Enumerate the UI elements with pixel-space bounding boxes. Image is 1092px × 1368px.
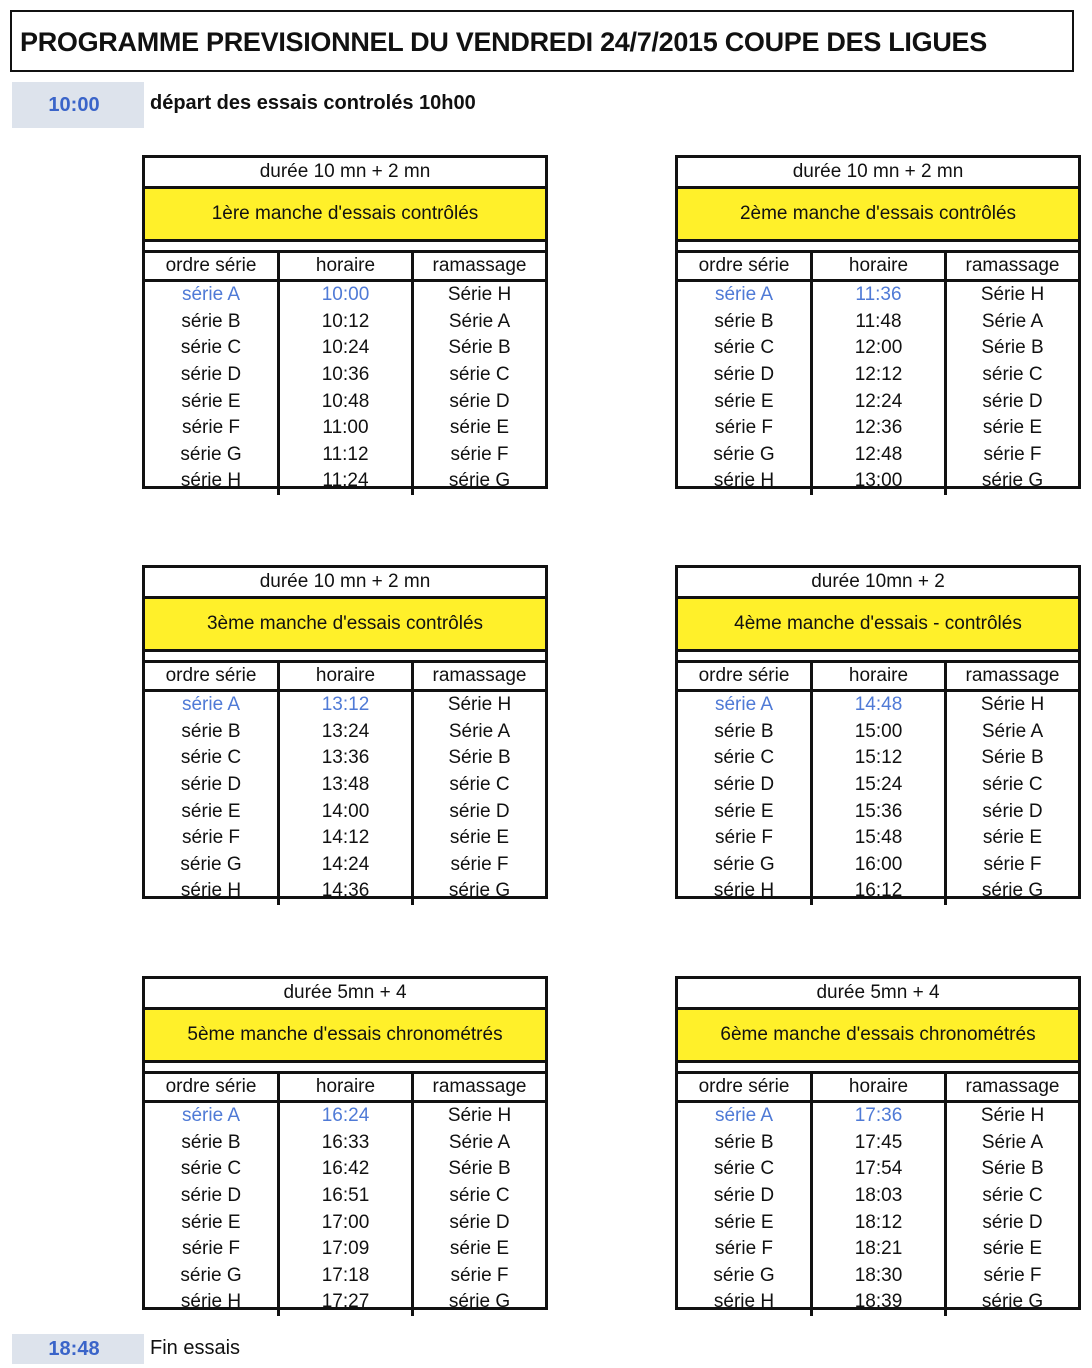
separator: [145, 242, 545, 253]
pickup-cell: série D: [946, 798, 1079, 825]
table-row: [145, 1209, 545, 1236]
time-cell: 18:03: [812, 1183, 946, 1210]
time-cell: 17:27: [279, 1289, 413, 1316]
table-row: [678, 309, 1078, 336]
serie-order-cell: série A: [181, 694, 241, 716]
manche-title: 1ère manche d'essais contrôlés: [145, 189, 545, 242]
pickup-cell: Série A: [946, 1130, 1079, 1157]
pickup-cell: série E: [413, 825, 546, 852]
table-row: [678, 362, 1078, 389]
serie-order-cell: série B: [714, 1131, 774, 1153]
time-cell: 16:51: [279, 1183, 413, 1210]
serie-order-cell: série G: [180, 853, 242, 875]
column-header-time: horaire: [812, 253, 946, 281]
pickup-cell: série E: [946, 415, 1079, 442]
separator: [678, 1063, 1078, 1074]
time-cell: 16:33: [279, 1130, 413, 1157]
pickup-cell: série C: [946, 362, 1079, 389]
serie-order-cell: série F: [714, 417, 774, 439]
table-row: [678, 1236, 1078, 1263]
serie-order-cell: série B: [181, 1131, 241, 1153]
pickup-cell: série D: [946, 388, 1079, 415]
serie-order-cell: série F: [181, 1238, 241, 1260]
time-cell: 14:12: [279, 825, 413, 852]
time-cell: 14:24: [279, 852, 413, 879]
column-header-time: horaire: [812, 1074, 946, 1102]
table-row: [678, 442, 1078, 469]
start-time-badge: 10:00: [12, 82, 144, 128]
serie-order-cell: série D: [713, 1185, 775, 1207]
time-cell: 16:12: [812, 878, 946, 905]
table-row: [145, 691, 545, 719]
pickup-cell: Série H: [946, 1102, 1079, 1130]
serie-order-cell: série H: [180, 1291, 242, 1313]
table-row: [678, 745, 1078, 772]
serie-order-cell: série C: [713, 337, 775, 359]
table-row: [678, 1156, 1078, 1183]
pickup-cell: Série H: [946, 691, 1079, 719]
pickup-cell: série D: [413, 1209, 546, 1236]
serie-order-cell: série C: [713, 747, 775, 769]
pickup-cell: série C: [413, 1183, 546, 1210]
time-cell: 13:00: [812, 468, 946, 495]
pickup-cell: Série A: [413, 309, 546, 336]
time-cell: 11:12: [279, 442, 413, 469]
manche-title: 2ème manche d'essais contrôlés: [678, 189, 1078, 242]
serie-order-cell: série H: [713, 880, 775, 902]
table-row: [678, 772, 1078, 799]
pickup-cell: série D: [946, 1209, 1079, 1236]
column-header-order: ordre série: [678, 1074, 812, 1102]
table-row: [678, 281, 1078, 309]
pickup-cell: Série B: [946, 1156, 1079, 1183]
table-row: [678, 1209, 1078, 1236]
time-cell: 11:24: [279, 468, 413, 495]
table-row: [678, 1263, 1078, 1290]
schedule-table: [145, 253, 545, 495]
table-row: [145, 1156, 545, 1183]
manche-block-5: [142, 976, 548, 1313]
column-header-order: ordre série: [145, 253, 279, 281]
serie-order-cell: série H: [713, 470, 775, 492]
header-row: [678, 1074, 1078, 1102]
time-cell: 10:12: [279, 309, 413, 336]
table-row: [678, 798, 1078, 825]
manche-title: 4ème manche d'essais - contrôlés: [678, 599, 1078, 652]
table-row: [145, 1130, 545, 1157]
end-time-badge: 18:48: [12, 1334, 144, 1364]
pickup-cell: série E: [413, 415, 546, 442]
table-row: [145, 415, 545, 442]
table-row: [145, 798, 545, 825]
serie-order-cell: série D: [180, 364, 242, 386]
column-header-order: ordre série: [145, 1074, 279, 1102]
column-header-time: horaire: [279, 663, 413, 691]
pickup-cell: Série B: [413, 1156, 546, 1183]
table-row: [145, 719, 545, 746]
serie-order-cell: série C: [713, 1158, 775, 1180]
time-cell: 12:48: [812, 442, 946, 469]
pickup-cell: série F: [946, 852, 1079, 879]
time-cell: 13:48: [279, 772, 413, 799]
column-header-pickup: ramassage: [413, 253, 546, 281]
serie-order-cell: série B: [181, 310, 241, 332]
header-row: [145, 663, 545, 691]
table-row: [678, 852, 1078, 879]
column-header-order: ordre série: [145, 663, 279, 691]
serie-order-cell: série D: [713, 774, 775, 796]
column-header-pickup: ramassage: [413, 1074, 546, 1102]
pickup-cell: série G: [413, 1289, 546, 1316]
manche-block-1: [142, 155, 548, 492]
pickup-cell: Série H: [413, 1102, 546, 1130]
table-row: [145, 772, 545, 799]
time-cell: 11:00: [279, 415, 413, 442]
pickup-cell: Série A: [946, 719, 1079, 746]
pickup-cell: série G: [946, 468, 1079, 495]
pickup-cell: série C: [413, 772, 546, 799]
column-header-pickup: ramassage: [946, 1074, 1079, 1102]
pickup-cell: Série H: [413, 281, 546, 309]
table-row: [678, 691, 1078, 719]
table-row: [145, 442, 545, 469]
time-cell: 14:00: [279, 798, 413, 825]
duration-label: durée 5mn + 4: [145, 979, 545, 1010]
pickup-cell: Série H: [946, 281, 1079, 309]
separator: [678, 242, 1078, 253]
time-cell: 13:24: [279, 719, 413, 746]
table-row: [145, 1263, 545, 1290]
time-cell: 16:24: [279, 1102, 413, 1130]
serie-order-cell: série E: [714, 390, 774, 412]
duration-label: durée 5mn + 4: [678, 979, 1078, 1010]
table-row: [678, 825, 1078, 852]
pickup-cell: série F: [413, 1263, 546, 1290]
table-row: [145, 825, 545, 852]
table-row: [145, 1236, 545, 1263]
table-row: [678, 1289, 1078, 1316]
end-label: Fin essais: [150, 1337, 241, 1359]
table-row: [145, 281, 545, 309]
time-cell: 14:48: [812, 691, 946, 719]
separator: [678, 652, 1078, 663]
pickup-cell: série F: [946, 1263, 1079, 1290]
pickup-cell: série C: [413, 362, 546, 389]
table-row: [145, 852, 545, 879]
time-cell: 18:30: [812, 1263, 946, 1290]
duration-label: durée 10 mn + 2 mn: [145, 568, 545, 599]
pickup-cell: série G: [413, 878, 546, 905]
time-cell: 13:12: [279, 691, 413, 719]
start-label: départ des essais controlés 10h00: [150, 92, 476, 114]
serie-order-cell: série A: [714, 1105, 774, 1127]
time-cell: 17:36: [812, 1102, 946, 1130]
serie-order-cell: série G: [713, 853, 775, 875]
duration-label: durée 10 mn + 2 mn: [678, 158, 1078, 189]
schedule-table: [678, 253, 1078, 495]
schedule-table: [145, 1074, 545, 1316]
time-cell: 17:45: [812, 1130, 946, 1157]
manche-block-3: [142, 565, 548, 902]
serie-order-cell: série A: [181, 1105, 241, 1127]
pickup-cell: série E: [946, 825, 1079, 852]
time-cell: 18:21: [812, 1236, 946, 1263]
time-cell: 16:42: [279, 1156, 413, 1183]
serie-order-cell: série D: [180, 1185, 242, 1207]
time-cell: 10:24: [279, 335, 413, 362]
serie-order-cell: série E: [181, 800, 241, 822]
serie-order-cell: série F: [181, 417, 241, 439]
column-header-pickup: ramassage: [413, 663, 546, 691]
header-row: [678, 663, 1078, 691]
table-row: [678, 468, 1078, 495]
time-cell: 10:36: [279, 362, 413, 389]
schedule-table: [678, 1074, 1078, 1316]
time-cell: 15:00: [812, 719, 946, 746]
serie-order-cell: série F: [714, 1238, 774, 1260]
manche-title: 6ème manche d'essais chronométrés: [678, 1010, 1078, 1063]
table-row: [678, 415, 1078, 442]
serie-order-cell: série D: [180, 774, 242, 796]
serie-order-cell: série B: [714, 720, 774, 742]
table-row: [145, 335, 545, 362]
manche-block-6: [675, 976, 1081, 1313]
pickup-cell: Série A: [413, 719, 546, 746]
header-row: [678, 253, 1078, 281]
serie-order-cell: série H: [180, 880, 242, 902]
serie-order-cell: série D: [713, 364, 775, 386]
table-row: [145, 1183, 545, 1210]
time-cell: 12:24: [812, 388, 946, 415]
time-cell: 18:39: [812, 1289, 946, 1316]
serie-order-cell: série F: [181, 827, 241, 849]
pickup-cell: série C: [946, 1183, 1079, 1210]
table-row: [145, 745, 545, 772]
table-row: [145, 362, 545, 389]
column-header-pickup: ramassage: [946, 663, 1079, 691]
column-header-order: ordre série: [678, 253, 812, 281]
pickup-cell: série E: [946, 1236, 1079, 1263]
pickup-cell: série F: [413, 442, 546, 469]
header-row: [145, 1074, 545, 1102]
time-cell: 17:54: [812, 1156, 946, 1183]
table-row: [678, 878, 1078, 905]
time-cell: 13:36: [279, 745, 413, 772]
column-header-pickup: ramassage: [946, 253, 1079, 281]
time-cell: 17:00: [279, 1209, 413, 1236]
time-cell: 10:00: [279, 281, 413, 309]
pickup-cell: série D: [413, 798, 546, 825]
serie-order-cell: série E: [181, 1211, 241, 1233]
serie-order-cell: série A: [714, 694, 774, 716]
serie-order-cell: série F: [714, 827, 774, 849]
table-row: [145, 878, 545, 905]
pickup-cell: Série A: [413, 1130, 546, 1157]
serie-order-cell: série B: [714, 310, 774, 332]
separator: [145, 652, 545, 663]
pickup-cell: Série A: [946, 309, 1079, 336]
header-row: [145, 253, 545, 281]
table-row: [678, 719, 1078, 746]
time-cell: 14:36: [279, 878, 413, 905]
column-header-time: horaire: [279, 253, 413, 281]
serie-order-cell: série E: [714, 800, 774, 822]
table-row: [678, 1130, 1078, 1157]
serie-order-cell: série C: [180, 747, 242, 769]
table-row: [678, 335, 1078, 362]
manche-block-2: [675, 155, 1081, 492]
serie-order-cell: série G: [713, 443, 775, 465]
table-row: [145, 1102, 545, 1130]
schedule-table: [678, 663, 1078, 905]
pickup-cell: série G: [413, 468, 546, 495]
time-cell: 15:48: [812, 825, 946, 852]
pickup-cell: série G: [946, 878, 1079, 905]
column-header-time: horaire: [279, 1074, 413, 1102]
table-row: [678, 388, 1078, 415]
pickup-cell: série C: [946, 772, 1079, 799]
time-cell: 12:00: [812, 335, 946, 362]
table-row: [678, 1102, 1078, 1130]
pickup-cell: série G: [946, 1289, 1079, 1316]
serie-order-cell: série A: [714, 284, 774, 306]
column-header-order: ordre série: [678, 663, 812, 691]
table-row: [145, 388, 545, 415]
pickup-cell: Série B: [413, 745, 546, 772]
time-cell: 15:24: [812, 772, 946, 799]
serie-order-cell: série E: [181, 390, 241, 412]
pickup-cell: série D: [413, 388, 546, 415]
table-row: [145, 468, 545, 495]
pickup-cell: Série B: [413, 335, 546, 362]
schedule-table: [145, 663, 545, 905]
serie-order-cell: série G: [180, 1264, 242, 1286]
time-cell: 10:48: [279, 388, 413, 415]
duration-label: durée 10mn + 2: [678, 568, 1078, 599]
serie-order-cell: série A: [181, 284, 241, 306]
manche-block-4: [675, 565, 1081, 902]
serie-order-cell: série H: [180, 470, 242, 492]
column-header-time: horaire: [812, 663, 946, 691]
duration-label: durée 10 mn + 2 mn: [145, 158, 545, 189]
pickup-cell: Série H: [413, 691, 546, 719]
time-cell: 17:09: [279, 1236, 413, 1263]
serie-order-cell: série B: [181, 720, 241, 742]
pickup-cell: Série B: [946, 335, 1079, 362]
serie-order-cell: série C: [180, 1158, 242, 1180]
time-cell: 18:12: [812, 1209, 946, 1236]
time-cell: 16:00: [812, 852, 946, 879]
time-cell: 12:12: [812, 362, 946, 389]
manche-title: 5ème manche d'essais chronométrés: [145, 1010, 545, 1063]
pickup-cell: Série B: [946, 745, 1079, 772]
time-cell: 11:36: [812, 281, 946, 309]
pickup-cell: série F: [413, 852, 546, 879]
serie-order-cell: série C: [180, 337, 242, 359]
page-title: PROGRAMME PREVISIONNEL DU VENDREDI 24/7/2015 COUPE DES LIGUES: [10, 10, 1074, 72]
table-row: [678, 1183, 1078, 1210]
time-cell: 15:12: [812, 745, 946, 772]
serie-order-cell: série G: [713, 1264, 775, 1286]
time-cell: 11:48: [812, 309, 946, 336]
time-cell: 15:36: [812, 798, 946, 825]
time-cell: 12:36: [812, 415, 946, 442]
manche-title: 3ème manche d'essais contrôlés: [145, 599, 545, 652]
serie-order-cell: série G: [180, 443, 242, 465]
pickup-cell: série F: [946, 442, 1079, 469]
serie-order-cell: série E: [714, 1211, 774, 1233]
pickup-cell: série E: [413, 1236, 546, 1263]
time-cell: 17:18: [279, 1263, 413, 1290]
table-row: [145, 1289, 545, 1316]
table-row: [145, 309, 545, 336]
serie-order-cell: série H: [713, 1291, 775, 1313]
separator: [145, 1063, 545, 1074]
